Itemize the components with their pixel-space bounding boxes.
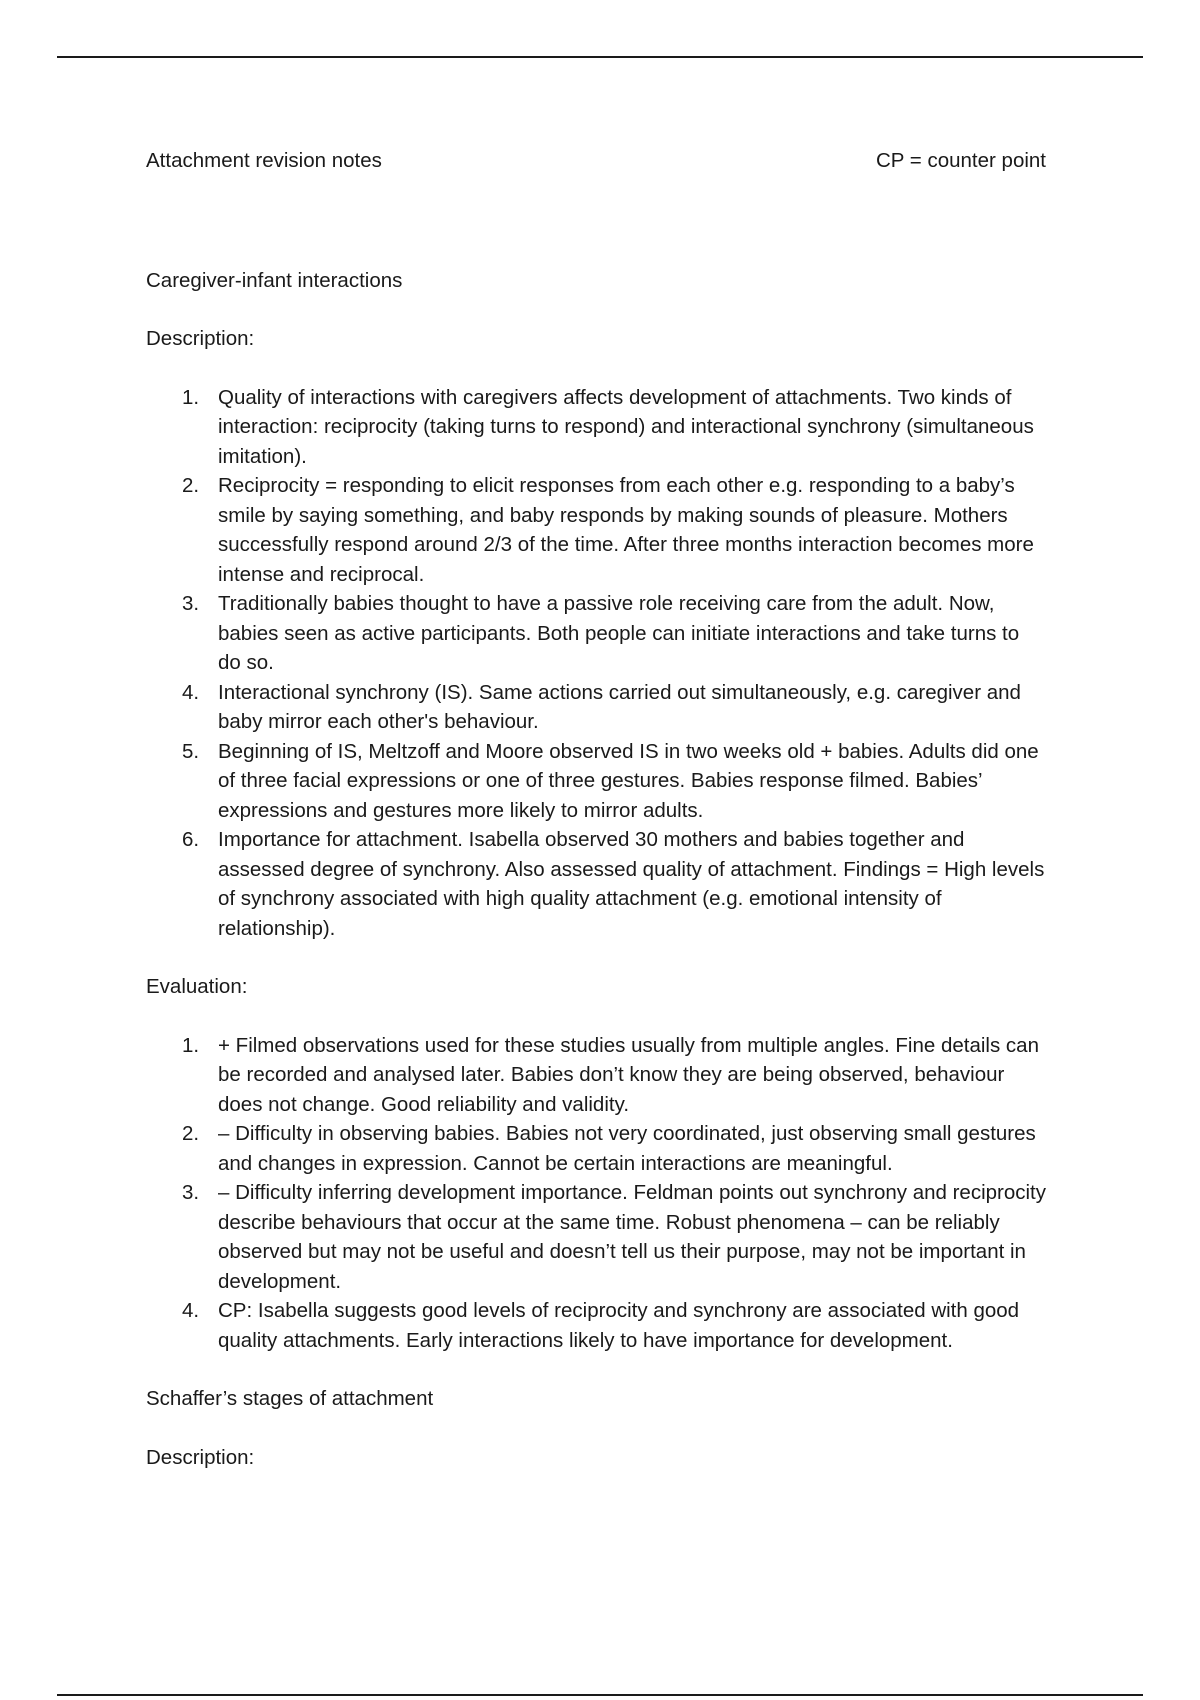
list-item-text: – Difficulty inferring development importance. Feldman points out synchrony and reciprocity describe behaviours that occur at the same time. Robust phenomena – can be reliably observed but may not be useful and doesn’t tell us their purpose, may not be important in development. [218,1181,1046,1293]
list-item [146,737,1046,826]
subsection-label: Description: [146,327,255,350]
list-number: 1. [182,385,200,409]
header-note: CP = counter point [876,149,1046,172]
section-title: Caregiver-infant interactions [146,268,403,292]
list-item-text: Beginning of IS, Meltzoff and Moore observed IS in two weeks old + babies. Adults did one of three facial expressions or one of three gestures. Babies response filmed. Babies’ expressions and gestures more likely to mirror adults. [218,739,1039,822]
list-item-text: Quality of interactions with caregivers affects development of attachments. Two kinds of interaction: reciprocity (taking turns to respond) and interactional synchrony (simultaneous imitation). [218,385,1034,468]
list-item [146,1178,1046,1296]
list-item [146,825,1046,943]
list-item [146,1119,1046,1178]
list-number: 4. [182,1299,200,1322]
list-number: 3. [182,592,200,615]
list-item [146,589,1046,678]
list-item-text: Interactional synchrony (IS). Same actions carried out simultaneously, e.g. caregiver and baby mirror each other's behaviour. [218,680,1021,733]
list-item [146,471,1046,589]
list-item [146,1296,1046,1355]
subsection-label: Evaluation: [146,975,248,998]
list-item-text: + Filmed observations used for these studies usually from multiple angles. Fine details can be recorded and analysed later. Babies don’t know they are being observed, behaviour does not change. Good reliability and validity. [218,1033,1039,1116]
evaluation-list [146,1031,1046,1356]
list-number: 2. [182,1122,200,1145]
list-number: 1. [182,1033,200,1057]
list-number: 4. [182,680,200,704]
top-divider [57,56,1143,58]
list-item [146,678,1046,737]
bottom-divider [57,1694,1143,1696]
subsection-label: Description: [146,1445,255,1469]
list-item-text: – Difficulty in observing babies. Babies not very coordinated, just observing small gestures and changes in expression. Cannot be certain interactions are meaningful. [218,1122,1036,1175]
list-number: 3. [182,1181,200,1204]
list-item [146,1031,1046,1120]
list-item-text: CP: Isabella suggests good levels of reciprocity and synchrony are associated with good quality attachments. Early interactions likely to have importance for development. [218,1299,1020,1352]
list-item-text: Reciprocity = responding to elicit responses from each other e.g. responding to a baby’s smile by saying something, and baby responds by making sounds of pleasure. Mothers successfully respond around 2/3 of the time. After three months interaction becomes more intense and reciprocal. [218,474,1034,586]
document-page [146,146,1046,1472]
list-number: 5. [182,739,200,763]
list-item [146,383,1046,472]
description-list [146,383,1046,944]
document-header [146,146,1046,176]
document-title: Attachment revision notes [146,149,382,172]
list-number: 2. [182,474,200,497]
section-title: Schaffer’s stages of attachment [146,1387,434,1410]
list-number: 6. [182,828,200,851]
list-item-text: Traditionally babies thought to have a passive role receiving care from the adult. Now, babies seen as active participants. Both people can initiate interactions and take turns to do so. [218,592,1020,674]
list-item-text: Importance for attachment. Isabella observed 30 mothers and babies together and assessed degree of synchrony. Also assessed quality of attachment. Findings = High levels of synchrony associated with high quality attachment (e.g. emotional intensity of relationship). [218,828,1045,940]
